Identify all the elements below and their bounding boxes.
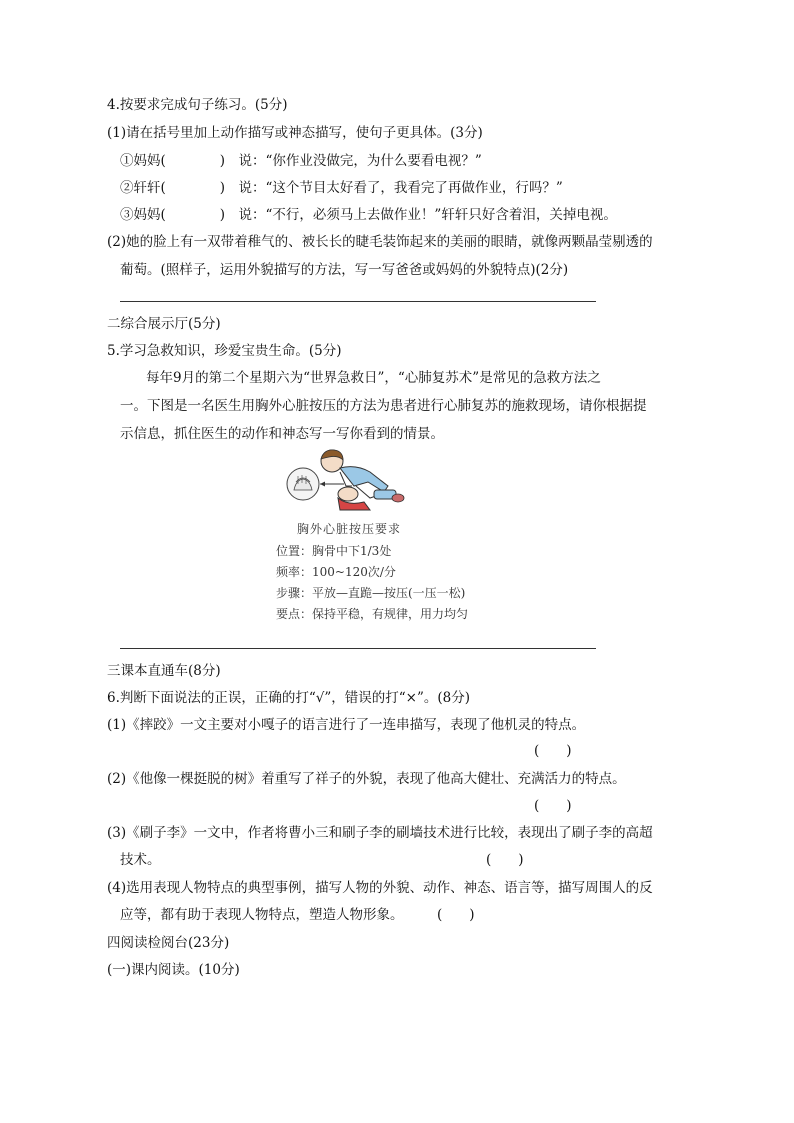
q6-item-3-line2: 技术。 [120,852,161,868]
q4-part1-instruction: (1)请在括号里加上动作描写或神态描写，使句子更具体。(3分) [107,125,483,141]
hands-inset-icon [287,468,319,500]
q4-title: 4.按要求完成句子练习。(5分) [107,97,288,113]
q6-item-3-line1: (3)《刷子李》一文中，作者将曹小三和刷子李的刷墙技术进行比较，表现出了刷子李的高超 [107,825,653,841]
patient-figure [338,487,370,510]
q5-paragraph-line2: 一。下图是一名医生用胸外心脏按压的方法为患者进行心肺复苏的施救现场，请你根据提 [120,398,647,414]
section4-title: 四阅读检阅台(23分) [107,935,230,951]
q5-paragraph-line1: 每年9月的第二个星期六为“世界急救日”，“心肺复苏术”是常见的急救方法之 [146,370,601,386]
q4-part2-line2: 葡萄。(照样子，运用外貌描写的方法，写一写爸爸或妈妈的外貌特点)(2分) [120,262,569,278]
figure-key-points: 要点：保持平稳，有规律，用力均匀 [276,607,469,621]
answer-paren-1[interactable]: ( ) [534,743,572,759]
figure-steps: 步骤：平放—直跪—按压(一压一松) [276,586,466,600]
section4-subtitle: (一)课内阅读。(10分) [107,962,240,978]
q4-part2-line1: (2)她的脸上有一双带着稚气的、被长长的睫毛装饰起来的美丽的眼睛，就像两颗晶莹剔透的 [107,234,653,250]
q6-item-1: (1)《摔跤》一文主要对小嘎子的语言进行了一连串描写，表现了他机灵的特点。 [107,717,586,733]
doctor-figure [321,450,404,502]
q6-item-2: (2)《他像一棵挺脱的树》着重写了祥子的外貌，表现了他高大健壮、充满活力的特点。 [107,771,626,787]
section3-title: 三课本直通车(8分) [107,663,221,679]
answer-paren-2[interactable]: ( ) [534,798,572,814]
figure-position: 位置：胸骨中下1/3处 [276,544,392,558]
q6-title: 6.判断下面说法的正误，正确的打“√”，错误的打“×”。(8分) [107,690,471,706]
q6-item-4-line2: 应等，都有助于表现人物特点，塑造人物形象。 [120,907,404,923]
q4-sentence-3: ③妈妈( ) 说：“不行，必须马上去做作业！”轩轩只好含着泪，关掉电视。 [120,207,617,223]
answer-paren-4[interactable]: ( ) [437,907,475,923]
answer-paren-3[interactable]: ( ) [486,852,524,868]
cpr-illustration [284,446,414,514]
answer-line[interactable] [120,648,596,649]
q6-item-4-line1: (4)选用表现人物特点的典型事例，描写人物的外貌、动作、神态、语言等，描写周围人的反 [107,880,653,896]
answer-line[interactable] [120,301,596,302]
section2-title: 二综合展示厅(5分) [107,316,221,332]
q4-sentence-1: ①妈妈( ) 说：“你作业没做完，为什么要看电视？” [120,153,482,169]
figure-caption-title: 胸外心脏按压要求 [297,522,402,536]
q5-paragraph-line3: 示信息，抓住医生的动作和神态写一写你看到的情景。 [120,426,444,442]
q5-title: 5.学习急救知识，珍爱宝贵生命。(5分) [107,343,342,359]
q4-sentence-2: ②轩轩( ) 说：“这个节目太好看了，我看完了再做作业，行吗？” [120,180,563,196]
figure-frequency: 频率：100~120次/分 [276,565,396,579]
